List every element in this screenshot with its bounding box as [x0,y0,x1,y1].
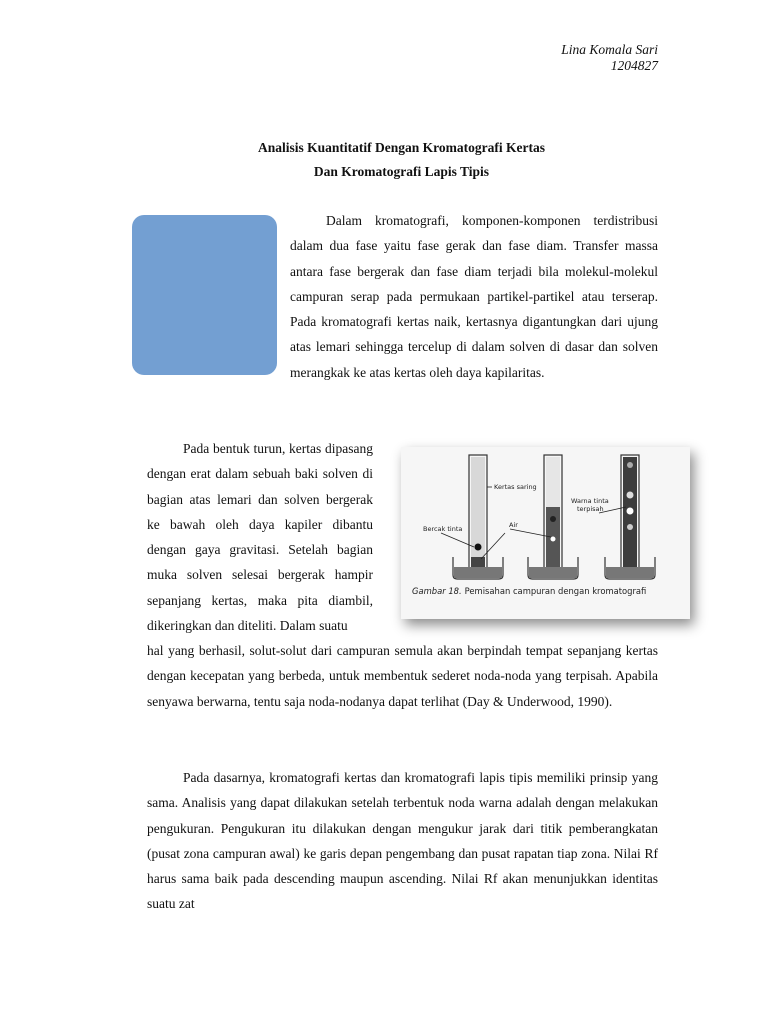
label-warna-tinta-2: terpisah [577,505,604,513]
figure-caption [412,586,646,596]
paragraph-3: Pada dasarnya, kromatografi kertas dan kromatografi lapis tipis memiliki prinsip yang sama. Analisis yang dapat dilakukan setelah terbentuk noda warna adalah dengan melakukan pengukuran. Pengukuran itu dilakukan dengan mengukur jarak dari titik pemberangkatan (pusat zona campuran awal) ke garis depan pengembang dan pusat rapatan tiap zona. Nilai Rf harus sama baik pada descending maupun ascending. Nilai Rf akan menunjukkan identitas suatu zat [147,770,658,912]
label-bercak-tinta: Bercak tinta [423,525,463,533]
caption-number: Gambar 18. [412,586,462,596]
paragraph-1: Dalam kromatografi, komponen-komponen terdistribusi dalam dua fase yaitu fase gerak dan fase diam. Transfer massa antara fase bergerak dan fase diam terjadi bila molekul-molekul campuran serap pada permukaan partikel-partikel atau terserap. Pada kromatografi kertas naik, kertasnya digantungkan dari ujung atas lemari sehingga tercelup di dalam solven di dasar dan solven merangkak ke atas kertas oleh daya kapilaritas. [290,213,658,380]
label-air: Air [509,521,518,529]
chromatography-illustration [401,447,690,619]
tube-1 [453,455,503,579]
paragraph-2-continued: hal yang berhasil, solut-solut dari campuran semula akan berpindah tempat sepanjang kertas dengan kecepatan yang berbeda, untuk membentuk sederet noda-noda yang terpisah. Apabila senyawa berwarna, tentu saja noda-nodanya dapat terlihat (Day & Underwood, 1990). [147,643,658,709]
chromatography-figure [401,447,690,619]
paragraph-2-wrapped: Pada bentuk turun, kertas dipasang dengan erat dalam sebuah baki solven di bagian atas lemari dan solven bergerak ke bawah oleh daya kapiler dibantu dengan gaya gravitasi. Setelah bagian muka solven selesai bergerak hampir sepanjang kertas, maka pita diambil, dikeringkan dan diteliti. Dalam suatu [147,441,373,634]
author-block [561,42,658,74]
label-warna-tinta-1: Warna tinta [571,497,609,505]
image-placeholder [132,215,277,375]
caption-text: Pemisahan campuran dengan kromatografi [464,586,647,596]
label-kertas-saring: Kertas saring [494,483,537,491]
document-title [0,136,768,184]
title-line-1: Analisis Kuantitatif Dengan Kromatografi Kertas [258,140,545,155]
ink-spot [475,544,482,551]
title-line-2: Dan Kromatografi Lapis Tipis [313,164,490,179]
author-name: Lina Komala Sari [561,42,658,57]
tube-2 [528,455,578,579]
author-id: 1204827 [610,58,658,73]
tube-3 [605,455,655,579]
